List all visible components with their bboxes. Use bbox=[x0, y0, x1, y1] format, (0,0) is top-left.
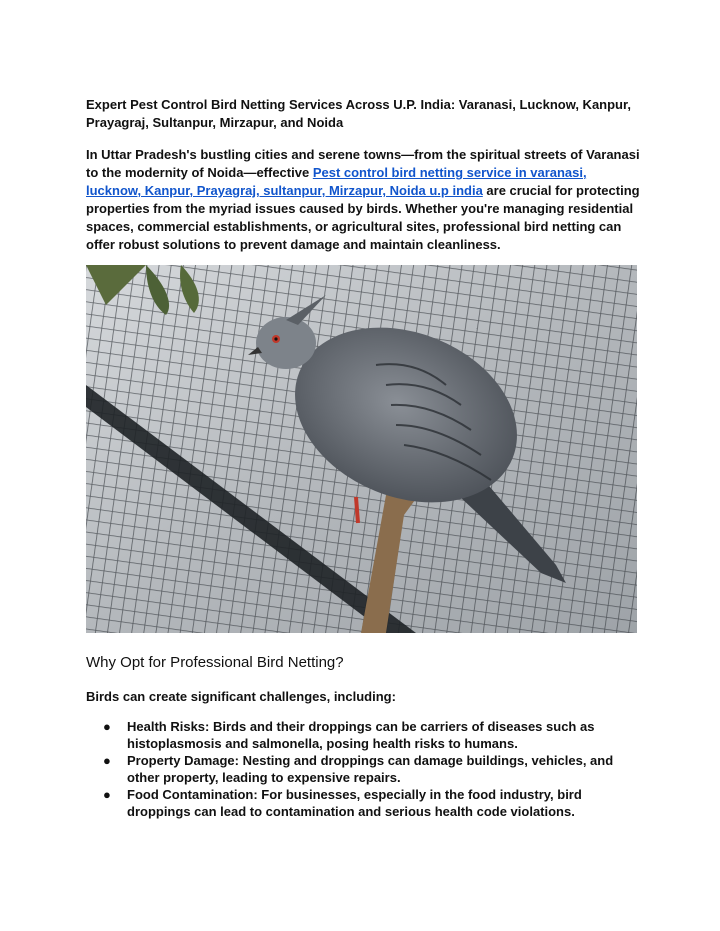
section-heading: Why Opt for Professional Bird Netting? bbox=[86, 654, 344, 671]
list-item-text: Food Contamination: For businesses, especially in the food industry, bird droppings can lead to contamination and serious health code violations. bbox=[127, 787, 582, 819]
document-title: Expert Pest Control Bird Netting Services Across U.P. India: Varanasi, Lucknow, Kanpur, Prayagraj, Sultanpur, Mirzapur, and Noida bbox=[86, 97, 631, 130]
bullet-icon: ● bbox=[103, 753, 111, 768]
list-item-text: Health Risks: Birds and their droppings can be carriers of diseases such as histoplasmosis and salmonella, posing health risks to humans. bbox=[127, 719, 595, 751]
crested-pigeon-photo bbox=[86, 265, 637, 633]
list-item bbox=[86, 752, 642, 786]
list-item-text: Property Damage: Nesting and droppings can damage buildings, vehicles, and other property, leading to expensive repairs. bbox=[127, 753, 614, 785]
challenges-lead-text: Birds can create significant challenges, including: bbox=[86, 689, 396, 704]
bullet-icon: ● bbox=[103, 787, 111, 802]
bullet-icon: ● bbox=[103, 719, 111, 734]
intro-text-after-link: are crucial for protecting properties from the myriad issues caused by birds. Whether you're managing residential spaces, commercial establishments, or agricultural sites, professional bird netting can offer robust solutions to prevent damage and maintain cleanliness. bbox=[86, 183, 640, 252]
bird-netting-service-link[interactable]: Pest control bird netting service in varanasi, lucknow, Kanpur, Prayagraj, sultanpur, Mirzapur, Noida u.p india bbox=[86, 165, 587, 198]
intro-paragraph bbox=[86, 146, 642, 254]
challenges-list bbox=[86, 718, 642, 820]
intro-text-before-link: In Uttar Pradesh's bustling cities and serene towns—from the spiritual streets of Varanasi to the modernity of Noida—effective bbox=[86, 147, 640, 180]
list-item bbox=[86, 786, 642, 820]
list-item bbox=[86, 718, 642, 752]
